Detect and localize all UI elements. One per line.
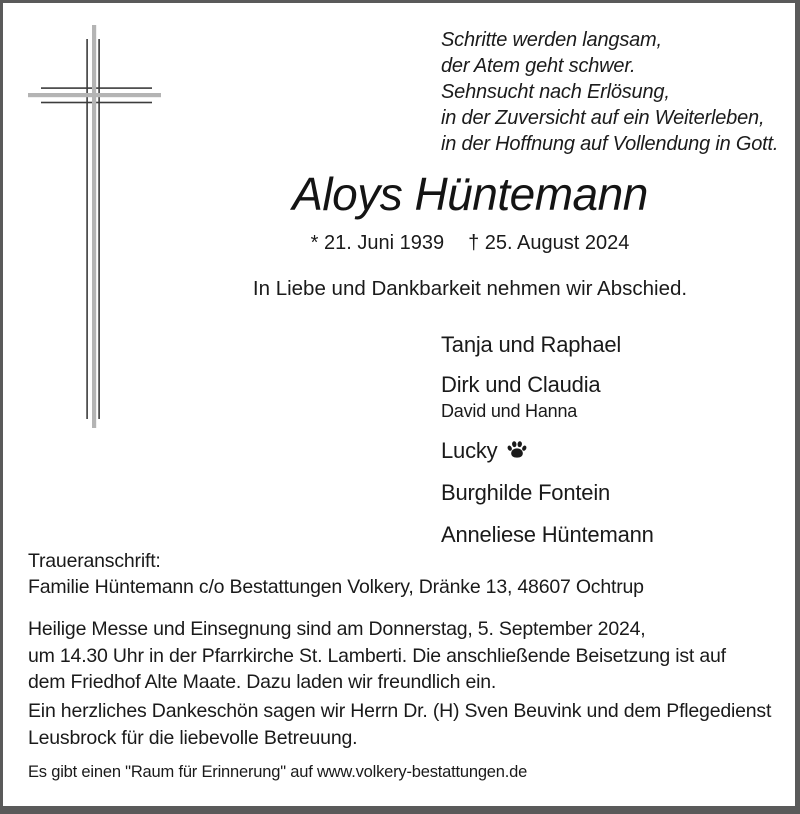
- farewell-line: In Liebe und Dankbarkeit nehmen wir Abschied.: [252, 277, 688, 300]
- service-info: [28, 616, 726, 696]
- service-info-line: Heilige Messe und Einsegnung sind am Donnerstag, 5. September 2024,: [28, 618, 646, 640]
- poem-line: der Atem geht schwer.: [441, 55, 636, 77]
- paw-print-icon: [506, 440, 528, 460]
- border-bottom: [0, 806, 800, 814]
- service-info-line: dem Friedhof Alte Maate. Dazu laden wir freundlich ein.: [28, 671, 497, 693]
- border-right: [795, 0, 800, 814]
- poem-line: in der Zuversicht auf ein Weiterleben,: [441, 107, 765, 129]
- condolence-address-label: Traueranschrift:: [28, 550, 161, 572]
- memorial-website-note: Es gibt einen "Raum für Erinnerung" auf www.volkery-bestattungen.de: [28, 763, 528, 781]
- deceased-name: Aloys Hüntemann: [292, 168, 648, 220]
- cross-icon: [0, 0, 200, 450]
- mourner-name: [441, 437, 528, 465]
- thanks-note-line: Leusbrock für die liebevolle Betreuung.: [28, 727, 358, 749]
- service-info-line: um 14.30 Uhr in der Pfarrkirche St. Lamberti. Die anschließende Beisetzung ist auf: [28, 644, 726, 667]
- thanks-note: [28, 698, 771, 752]
- birth-date: * 21. Juni 1939: [310, 232, 445, 254]
- mourner-name: Anneliese Hüntemann: [441, 522, 654, 547]
- poem-line: Sehnsucht nach Erlösung,: [441, 81, 670, 103]
- memorial-poem: [441, 27, 778, 157]
- mourner-name: Dirk und Claudia: [441, 372, 601, 397]
- condolence-address-value: Familie Hüntemann c/o Bestattungen Volkery, Dränke 13, 48607 Ochtrup: [28, 576, 644, 598]
- mourner-name-label: Lucky: [441, 438, 498, 463]
- condolence-address: [28, 548, 644, 600]
- thanks-note-line: Ein herzliches Dankeschön sagen wir Herrn Dr. (H) Sven Beuvink und dem Pflegedienst: [28, 700, 772, 722]
- mourner-name: Burghilde Fontein: [441, 480, 611, 505]
- poem-line: Schritte werden langsam,: [441, 29, 662, 51]
- poem-line: in der Hoffnung auf Vollendung in Gott.: [441, 133, 779, 155]
- life-dates: [140, 231, 800, 256]
- death-date: † 25. August 2024: [468, 232, 630, 254]
- mourner-name: David und Hanna: [441, 401, 578, 421]
- mourner-name: Tanja und Raphael: [441, 332, 622, 357]
